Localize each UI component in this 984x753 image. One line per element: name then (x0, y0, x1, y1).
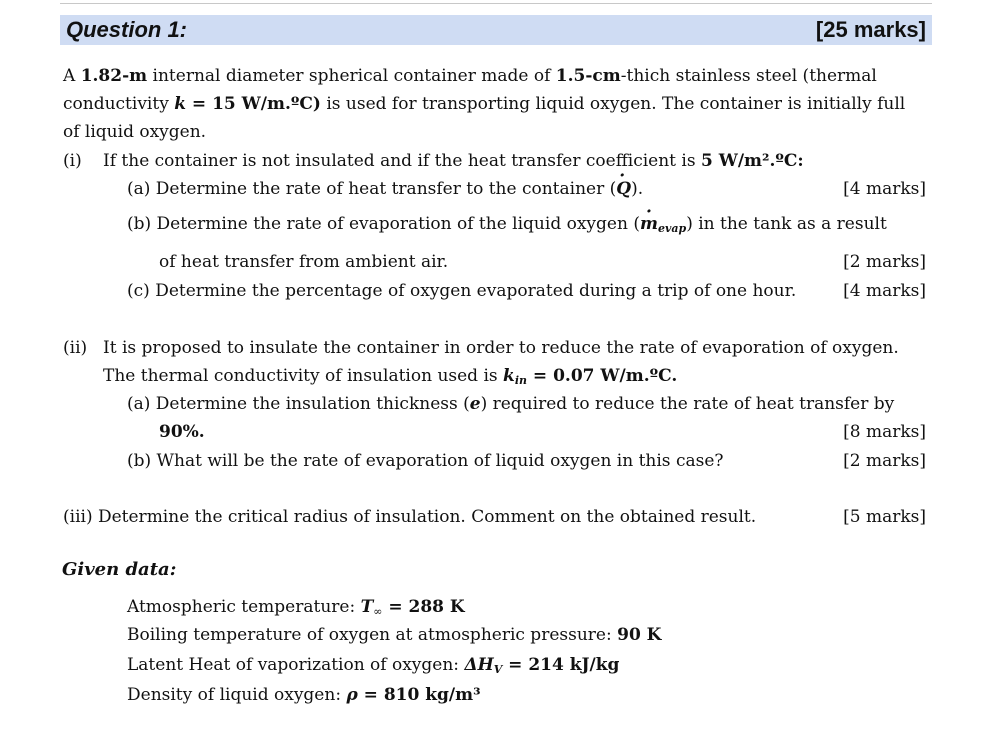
question-header-bar (60, 15, 932, 45)
intro-line-2: conductivity k = 15 W/m.ºC) is used for transporting liquid oxygen. The container is initially full (63, 94, 906, 114)
part-i-text: If the container is not insulated and if the heat transfer coefficient is 5 W/m².ºC: (103, 151, 804, 171)
intro-line-1: A 1.82-m internal diameter spherical container made of 1.5-cm-thich stainless steel (thermal (63, 66, 877, 86)
part-i-a: (a) Determine the rate of heat transfer to the container (· Q). (127, 178, 643, 200)
part-ii-label: (ii) (63, 338, 88, 358)
given-data-title: Given data: (62, 559, 177, 580)
part-i-b-cont: of heat transfer from ambient air. (159, 252, 449, 272)
part-ii-text-2: The thermal conductivity of insulation used is $k_{in} = 0.07$ W/m.ºC. (103, 366, 678, 387)
part-iii-text: (iii) Determine the critical radius of insulation. Comment on the obtained result. (63, 507, 757, 527)
part-ii-a-cont: 90%. (159, 422, 205, 442)
part-ii-text-1: It is proposed to insulate the container in order to reduce the rate of evaporation of oxygen. (103, 338, 899, 358)
part-i-b: (b) Determine the rate of evaporation of the liquid oxygen (· $m_{evap}$) in the tank as a result (127, 213, 887, 240)
m-dot-symbol: · m (640, 213, 658, 235)
part-ii-a-marks: [8 marks] (843, 422, 926, 442)
q-dot-symbol: · Q (616, 178, 631, 200)
given-boiling-temp: Boiling temperature of oxygen at atmospheric pressure: 90 K (127, 625, 662, 645)
part-i-c-marks: [4 marks] (843, 281, 926, 301)
part-i-label: (i) (63, 151, 82, 171)
part-i-a-marks: [4 marks] (843, 179, 926, 199)
given-atm-temp: Atmospheric temperature: $T_\infty = 288$ K (127, 597, 465, 618)
part-i-c: (c) Determine the percentage of oxygen evaporated during a trip of one hour. (127, 281, 797, 301)
part-i-b-marks: [2 marks] (843, 252, 926, 272)
given-density: Density of liquid oxygen: ρ = 810 kg/m³ (127, 685, 481, 705)
part-iii-marks: [5 marks] (843, 507, 926, 527)
part-ii-b-marks: [2 marks] (843, 451, 926, 471)
part-ii-b: (b) What will be the rate of evaporation of liquid oxygen in this case? (127, 451, 724, 471)
intro-line-3: of liquid oxygen. (63, 122, 207, 142)
top-rule (60, 3, 932, 4)
question-title: Question 1: (66, 17, 188, 42)
part-ii-a: (a) Determine the insulation thickness (e) required to reduce the rate of heat transfer by (127, 394, 895, 414)
question-total-marks: [25 marks] (815, 17, 926, 42)
given-latent-heat: Latent Heat of vaporization of oxygen: $\Delta H_V = 214$ kJ/kg (127, 655, 620, 676)
